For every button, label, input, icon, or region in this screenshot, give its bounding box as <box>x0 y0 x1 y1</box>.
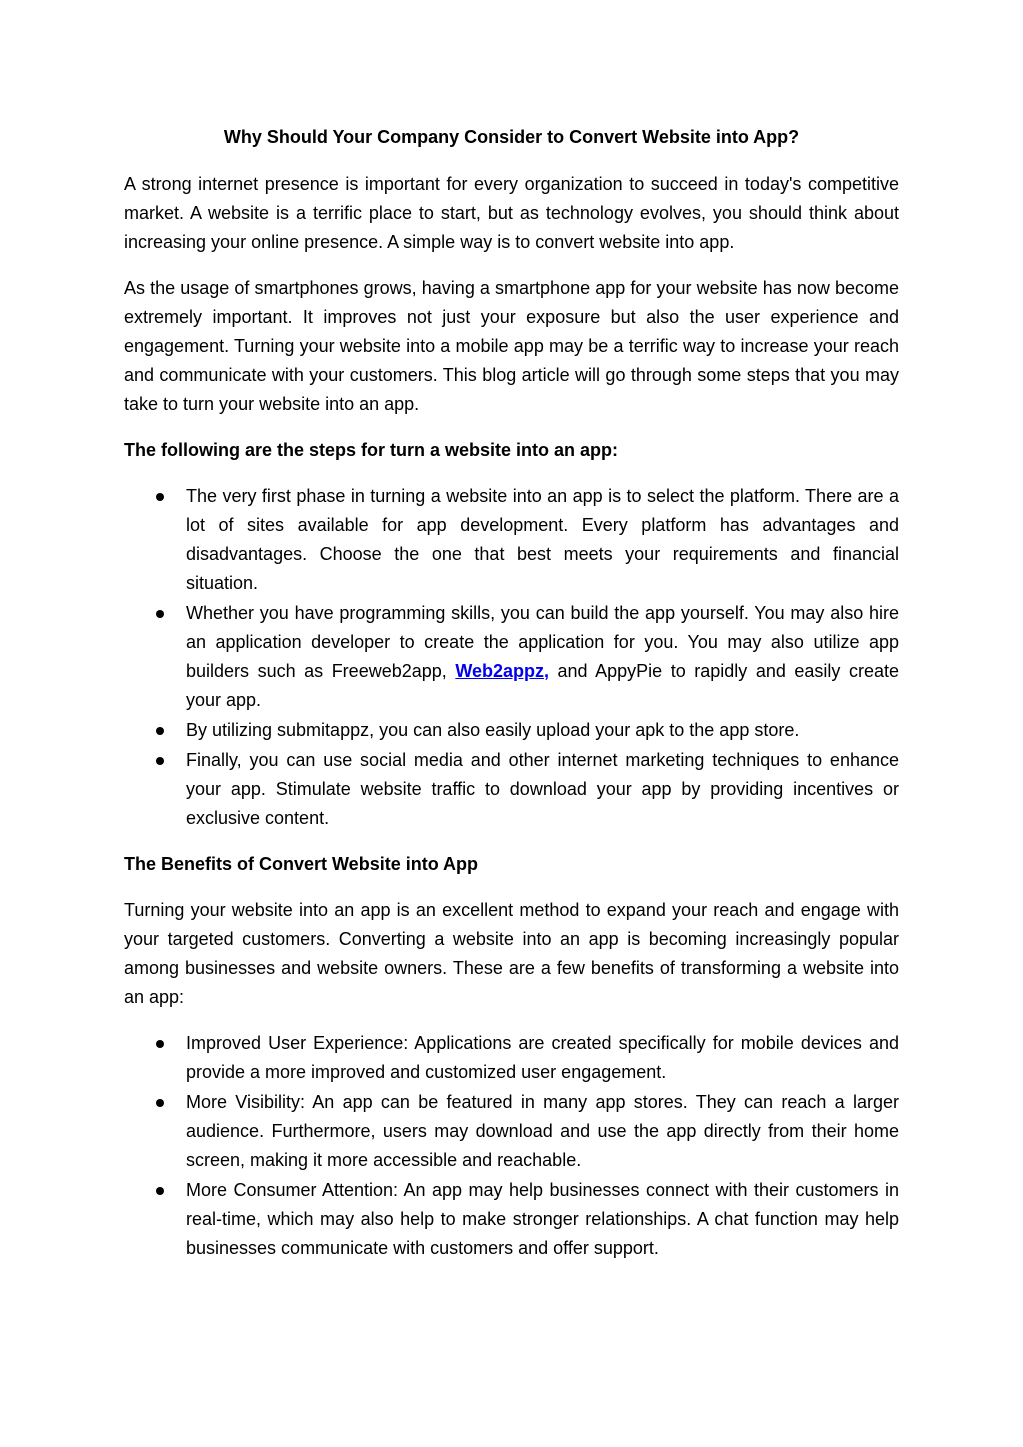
web2appz-link[interactable]: Web2appz, <box>455 661 549 681</box>
document-page <box>124 124 899 1280</box>
list-item-text: Finally, you can use social media and other internet marketing techniques to enhance your app. Stimulate website traffic to download your app by providing incentives or exclusive content. <box>186 750 899 828</box>
bullet-icon <box>156 1187 164 1195</box>
list-item <box>124 1088 899 1175</box>
bullet-icon <box>156 727 164 735</box>
bullet-icon <box>156 1099 164 1107</box>
list-item-text: Improved User Experience: Applications are created specifically for mobile devices and provide a more improved and customized user engagement. <box>186 1033 899 1082</box>
list-item <box>124 599 899 715</box>
intro-paragraph-2: As the usage of smartphones grows, having a smartphone app for your website has now become extremely important. It improves not just your exposure but also the user experience and engagement. Turning your website into a mobile app may be a terrific way to increase your reach and communicate with your customers. This blog article will go through some steps that you may take to turn your website into an app. <box>124 278 899 414</box>
list-item <box>124 1029 899 1087</box>
benefits-heading: The Benefits of Convert Website into App <box>124 854 479 874</box>
list-item <box>124 1176 899 1263</box>
benefits-paragraph: Turning your website into an app is an excellent method to expand your reach and engage with your targeted customers. Converting a website into an app is becoming increasingly popular among businesses and website owners. These are a few benefits of transforming a website into an app: <box>124 900 899 1007</box>
intro-paragraph-1: A strong internet presence is important for every organization to succeed in today's competitive market. A website is a terrific place to start, but as technology evolves, you should think about increasing your online presence. A simple way is to convert website into app. <box>124 174 899 252</box>
document-title: Why Should Your Company Consider to Convert Website into App? <box>223 127 800 147</box>
list-item-text: and AppyPie to rapidly and easily create your app. <box>186 661 899 710</box>
list-item <box>124 746 899 833</box>
list-item-text: More Consumer Attention: An app may help businesses connect with their customers in real-time, which may also help to make stronger relationships. A chat function may help businesses communicate with customers and offer support. <box>186 1180 899 1258</box>
list-item-text: By utilizing submitappz, you can also easily upload your apk to the app store. <box>186 720 800 740</box>
steps-list <box>124 482 899 833</box>
bullet-icon <box>156 1040 164 1048</box>
bullet-icon <box>156 493 164 501</box>
benefits-list <box>124 1029 899 1263</box>
steps-heading: The following are the steps for turn a website into an app: <box>124 440 619 460</box>
bullet-icon <box>156 757 164 765</box>
list-item-text: Whether you have programming skills, you can build the app yourself. You may also hire an application developer to create the application for you. You may also utilize app builders such as Freeweb2app, <box>186 603 899 681</box>
list-item-text: The very first phase in turning a website into an app is to select the platform. There are a lot of sites available for app development. Every platform has advantages and disadvantages. Choose the one that best meets your requirements and financial situation. <box>186 486 899 593</box>
list-item-text: More Visibility: An app can be featured in many app stores. They can reach a larger audience. Furthermore, users may download and use the app directly from their home screen, making it more accessible and reachable. <box>186 1092 899 1170</box>
bullet-icon <box>156 610 164 618</box>
list-item <box>124 482 899 598</box>
list-item <box>124 716 899 745</box>
